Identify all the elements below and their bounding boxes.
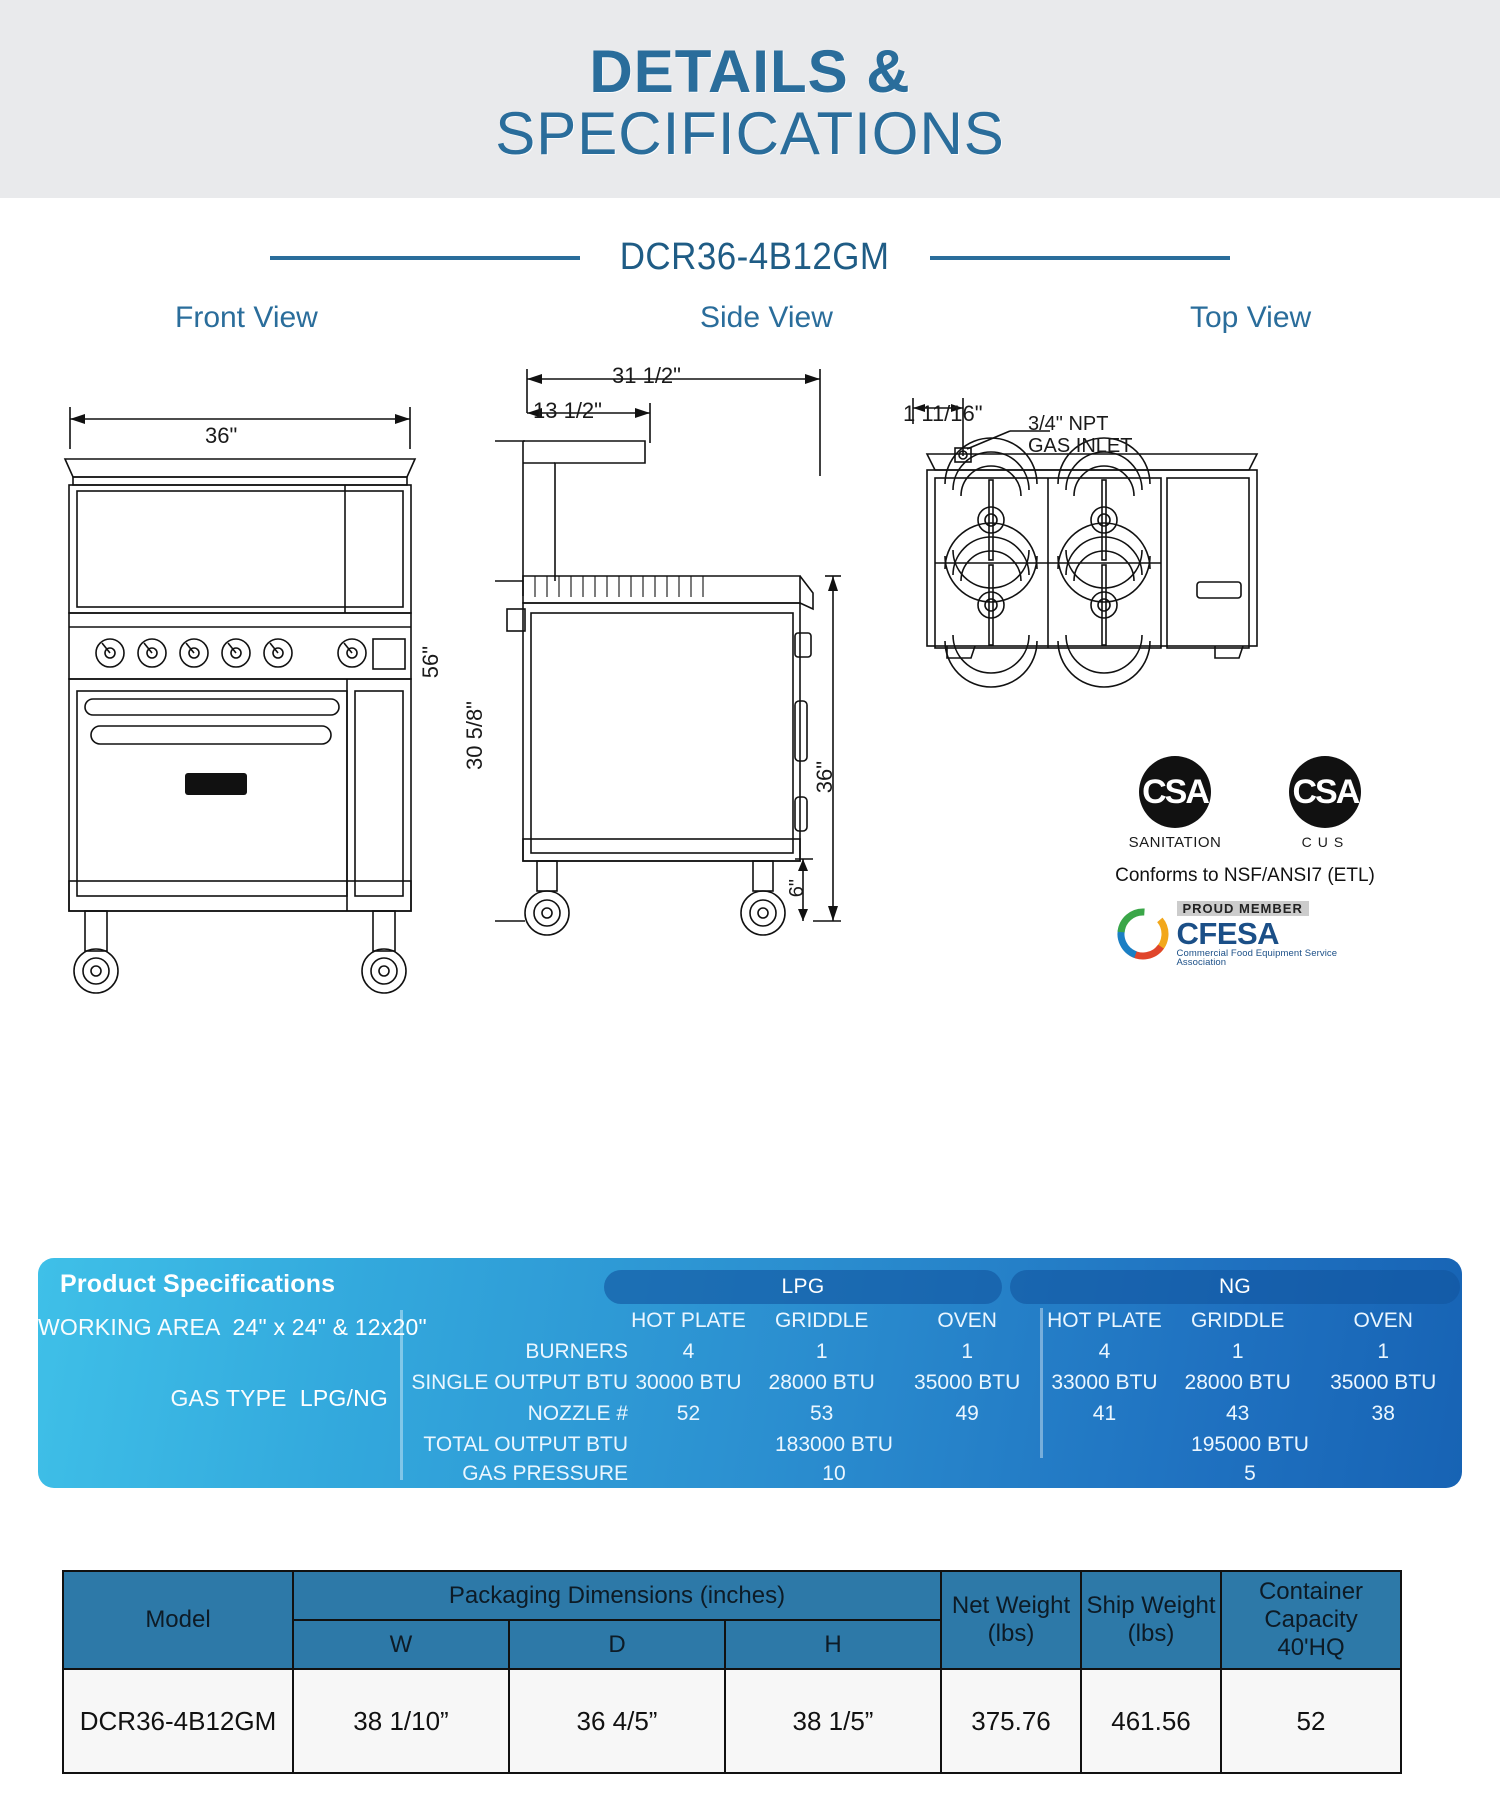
model-heading	[0, 236, 1500, 279]
front-view-title: Front View	[175, 301, 318, 334]
page-title-line-2: SPECIFICATIONS	[495, 100, 1005, 168]
front-view-drawing	[55, 381, 455, 1001]
lpg-single-oven: 35000 BTU	[914, 1370, 1021, 1394]
lpg-nozzle-hot-plate: 52	[676, 1401, 701, 1425]
ng-single-hot-plate: 33000 BTU	[1051, 1370, 1158, 1394]
side-total-height-dimension: 56"	[418, 646, 443, 679]
front-width-dimension: 36"	[205, 423, 238, 448]
csa-cus-logo	[1289, 756, 1361, 850]
lpg-nozzle-griddle: 53	[809, 1401, 834, 1425]
spec-left-column	[38, 1306, 427, 1412]
csa-cus-left: C	[1301, 834, 1318, 850]
model-rule-left	[270, 256, 580, 260]
lpg-single-hot-plate: 30000 BTU	[635, 1370, 742, 1394]
ng-single-griddle: 28000 BTU	[1184, 1370, 1291, 1394]
ng-nozzle-oven: 38	[1371, 1401, 1395, 1425]
working-area-row	[38, 1314, 427, 1341]
specifications-table	[406, 1306, 1456, 1488]
header-net-weight-line-2: (lbs)	[987, 1620, 1035, 1647]
lpg-burners-oven: 1	[961, 1340, 973, 1364]
model-number: DCR36-4B12GM	[620, 236, 890, 278]
model-rule-right	[930, 256, 1230, 260]
row-depth: 36 4/5”	[509, 1669, 725, 1773]
csa-cus-label	[1289, 834, 1361, 850]
top-view-title: Top View	[1190, 301, 1312, 334]
ng-single-oven: 35000 BTU	[1330, 1370, 1437, 1394]
ng-oven-header: OVEN	[1353, 1309, 1413, 1333]
lpg-hot-plate-header: HOT PLATE	[631, 1309, 746, 1333]
header-container-line-2: 40'HQ	[1277, 1634, 1345, 1661]
csa-cus-right: US	[1317, 834, 1350, 850]
row-model: DCR36-4B12GM	[63, 1669, 293, 1773]
row-ship-weight: 461.56	[1081, 1669, 1221, 1773]
packaging-table-wrapper	[62, 1570, 1402, 1774]
table-row	[63, 1669, 1401, 1773]
ng-griddle-header: GRIDDLE	[1190, 1309, 1285, 1333]
gas-group-tabs	[406, 1270, 1456, 1304]
header-net-weight-line-1: Net Weight	[951, 1592, 1071, 1619]
ng-nozzle-griddle: 43	[1225, 1401, 1250, 1425]
gas-inlet-label-line-1: 3/4" NPT	[1028, 413, 1109, 435]
ng-burners-hot-plate: 4	[1098, 1340, 1111, 1364]
side-caster-height-dimension: 6"	[786, 879, 808, 898]
gas-pressure-row	[406, 1460, 1456, 1488]
lpg-oven-header: OVEN	[937, 1309, 997, 1333]
header-model: Model	[63, 1571, 293, 1669]
nozzle-row	[406, 1398, 1456, 1429]
total-output-row	[406, 1429, 1456, 1460]
gas-group-lpg: LPG	[604, 1270, 1002, 1304]
ng-nozzle-hot-plate: 41	[1092, 1401, 1117, 1425]
burners-label: BURNERS	[525, 1340, 628, 1364]
side-total-depth-dimension: 31 1/2"	[612, 363, 681, 388]
certifications-block	[1080, 756, 1410, 968]
header-width: W	[293, 1620, 509, 1669]
cfesa-name: CFESA	[1176, 915, 1280, 951]
row-width: 38 1/10”	[293, 1669, 509, 1773]
spec-right-column	[406, 1262, 1456, 1488]
conformance-note: Conforms to NSF/ANSI7 (ETL)	[1115, 865, 1375, 886]
header-ship-weight-line-2: (lbs)	[1127, 1620, 1175, 1647]
spec-column-header-row	[406, 1306, 1456, 1337]
page-title-line-1: DETAILS &	[589, 37, 911, 105]
spec-panel-title: Product Specifications	[60, 1270, 336, 1298]
side-view-title: Side View	[700, 301, 833, 334]
ng-gas-pressure: 5	[1244, 1462, 1256, 1485]
gas-type-value: LPG/NG	[299, 1385, 388, 1411]
lpg-burners-griddle: 1	[815, 1340, 828, 1364]
working-area-label: WORKING AREA	[38, 1314, 220, 1340]
top-inlet-offset-dimension: 1 11/16"	[903, 401, 983, 426]
lpg-nozzle-oven: 49	[955, 1401, 979, 1425]
lpg-single-griddle: 28000 BTU	[768, 1370, 875, 1394]
cfesa-swirl-icon	[1117, 908, 1169, 960]
drawing-views	[0, 301, 1500, 1061]
header-packaging-dimensions: Packaging Dimensions (inches)	[293, 1571, 941, 1620]
packaging-table	[62, 1570, 1402, 1774]
nozzle-label: NOZZLE #	[527, 1401, 628, 1425]
lpg-griddle-header: GRIDDLE	[774, 1309, 869, 1333]
gas-group-ng: NG	[1010, 1270, 1460, 1304]
lpg-total-output: 183000 BTU	[774, 1432, 893, 1456]
header-height: H	[725, 1620, 941, 1669]
cfesa-member-tag: PROUD MEMBER	[1177, 901, 1309, 916]
header-container-capacity	[1221, 1571, 1401, 1669]
header-ship-weight-line-1: Ship Weight	[1086, 1592, 1216, 1619]
gas-type-row	[38, 1385, 396, 1412]
single-output-label: SINGLE OUTPUT BTU	[411, 1370, 628, 1394]
side-view-drawing	[495, 341, 915, 1001]
product-specifications-panel	[38, 1258, 1462, 1488]
gas-pressure-label: GAS PRESSURE	[462, 1462, 628, 1485]
spec-vertical-divider	[400, 1310, 403, 1480]
gas-inlet-label-line-2: GAS INLET	[1028, 435, 1133, 457]
csa-sanitation-icon: CSA	[1139, 756, 1211, 828]
cfesa-subtitle: Commercial Food Equipment Service Association	[1176, 947, 1338, 968]
row-height: 38 1/5”	[725, 1669, 941, 1773]
side-work-height-dimension: 30 5/8"	[462, 701, 487, 770]
single-output-row	[406, 1368, 1456, 1399]
side-shelf-depth-dimension: 13 1/2"	[533, 398, 602, 423]
header-ship-weight	[1081, 1571, 1221, 1669]
spec-header-spacer	[406, 1306, 628, 1337]
header-net-weight	[941, 1571, 1081, 1669]
lpg-gas-pressure: 10	[822, 1462, 846, 1485]
lpg-burners-hot-plate: 4	[682, 1340, 695, 1364]
row-container-capacity: 52	[1221, 1669, 1401, 1773]
burners-row	[406, 1337, 1456, 1368]
packaging-header-row-1	[63, 1571, 1401, 1620]
gas-type-label: GAS TYPE	[170, 1385, 287, 1411]
ng-hot-plate-header: HOT PLATE	[1047, 1309, 1162, 1333]
total-output-label: TOTAL OUTPUT BTU	[423, 1432, 628, 1456]
csa-sanitation-label: SANITATION	[1128, 834, 1222, 851]
header-container-line-1: Container Capacity	[1258, 1578, 1364, 1633]
ng-total-output: 195000 BTU	[1191, 1432, 1309, 1456]
page-header	[0, 0, 1500, 198]
csa-sanitation-logo	[1129, 756, 1222, 851]
ng-burners-oven: 1	[1377, 1340, 1390, 1364]
ng-burners-griddle: 1	[1231, 1340, 1244, 1364]
side-body-height-dimension: 36"	[812, 761, 837, 794]
cfesa-logo	[1113, 900, 1378, 968]
row-net-weight: 375.76	[941, 1669, 1081, 1773]
working-area-value: 24" x 24" & 12x20"	[232, 1314, 427, 1340]
header-depth: D	[509, 1620, 725, 1669]
csa-cus-icon: CSA	[1289, 756, 1361, 828]
